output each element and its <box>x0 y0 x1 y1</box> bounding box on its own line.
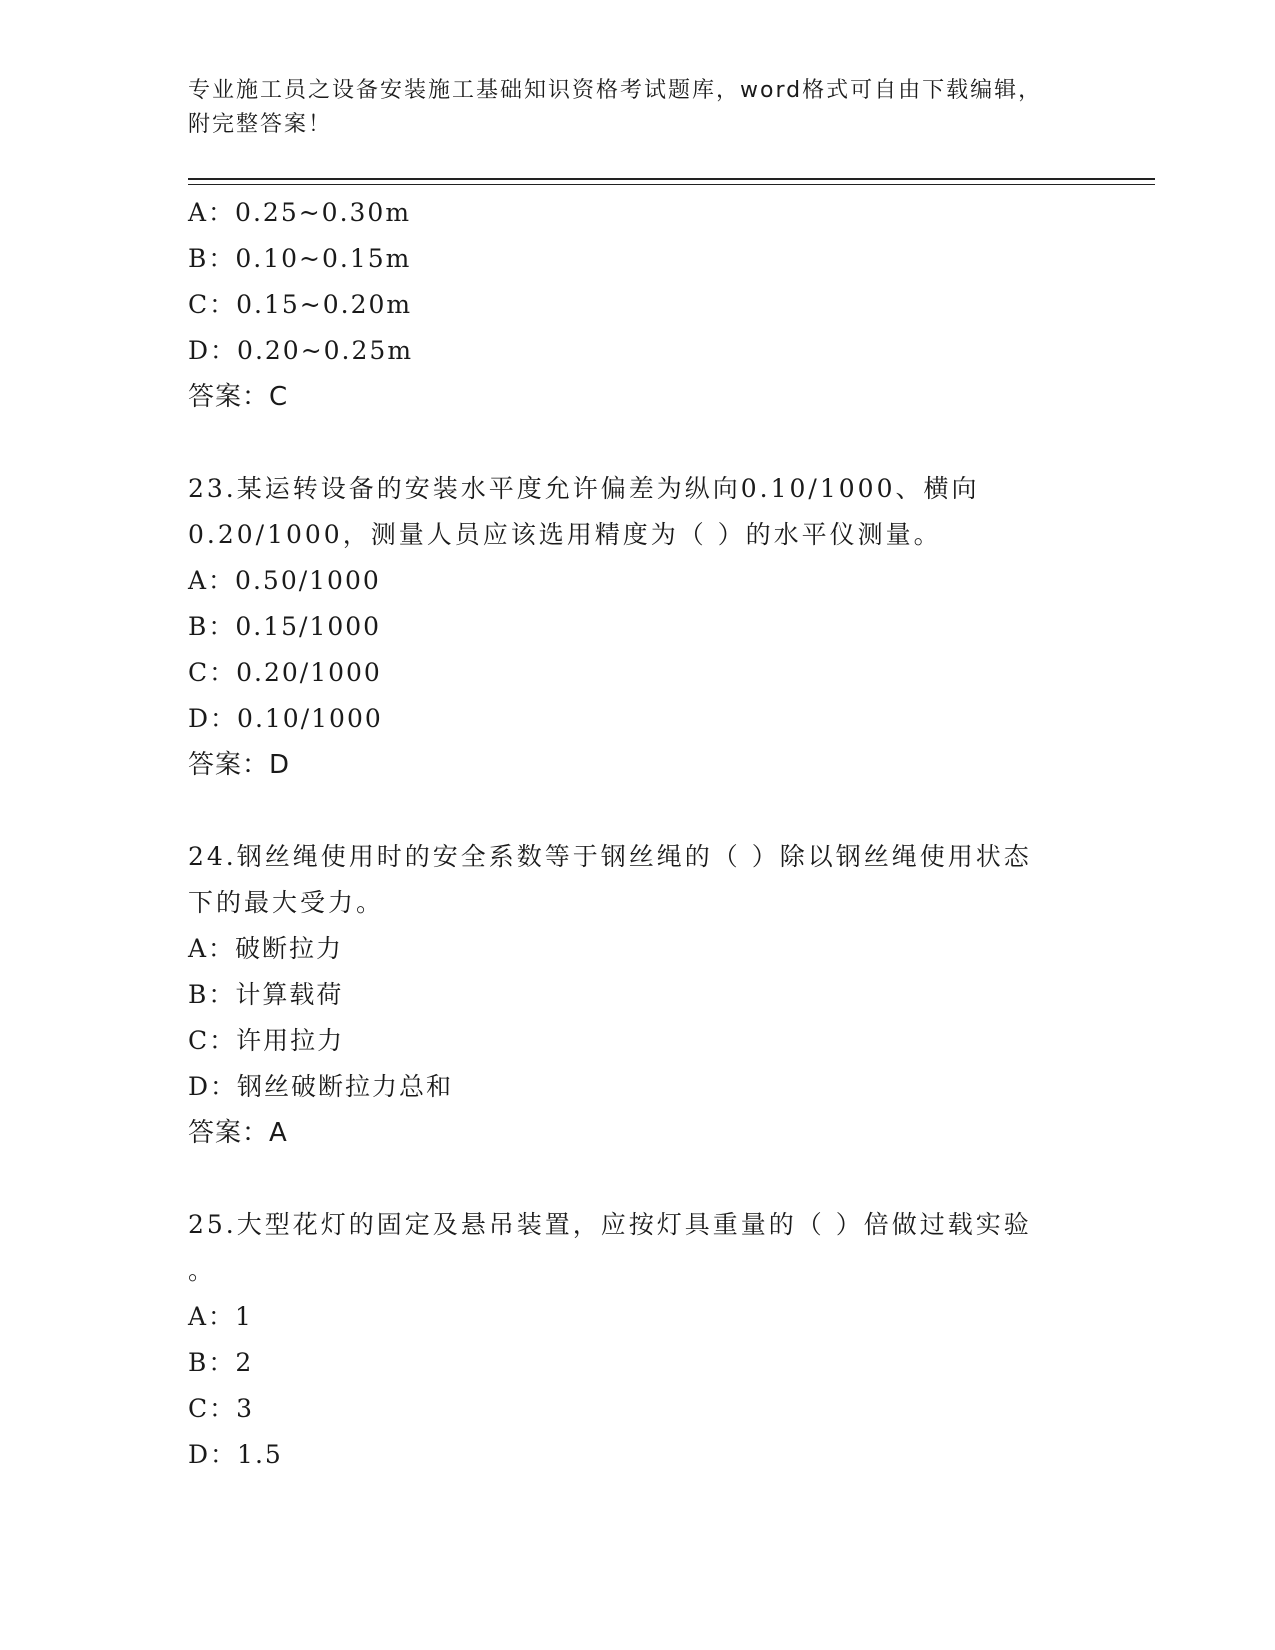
stem-line-1: 23.某运转设备的安装水平度允许偏差为纵向0.10/1000、横向 <box>188 474 980 503</box>
option-c: C：3 <box>188 1394 255 1423</box>
option-b: B：0.10~0.15m <box>188 244 412 273</box>
stem-line-1: 25.大型花灯的固定及悬吊装置，应按灯具重量的（ ）倍做过载实验 <box>188 1210 1032 1239</box>
question-stem <box>188 466 1088 558</box>
answer: 答案：C <box>188 382 289 412</box>
header-divider-thick <box>188 178 1155 180</box>
stem-line-2: 0.20/1000，测量人员应该选用精度为（ ）的水平仪测量。 <box>188 520 942 549</box>
spacer <box>188 420 1088 466</box>
header-divider-thin <box>188 184 1155 185</box>
option-a: A：0.25~0.30m <box>188 198 412 227</box>
option-c: C：许用拉力 <box>188 1026 345 1055</box>
document-header <box>188 74 1068 142</box>
option-c: C：0.20/1000 <box>188 658 382 687</box>
spacer <box>188 788 1088 834</box>
question-25 <box>188 1202 1088 1478</box>
question-stem <box>188 834 1088 926</box>
stem-line-2: 下的最大受力。 <box>188 888 385 917</box>
option-d: D：钢丝破断拉力总和 <box>188 1072 454 1101</box>
option-a: A：1 <box>188 1302 253 1331</box>
option-d: D：0.20~0.25m <box>188 336 414 365</box>
answer: 答案：A <box>188 1118 288 1148</box>
option-c: C：0.15~0.20m <box>188 290 413 319</box>
question-list <box>188 190 1088 1478</box>
option-b: B：0.15/1000 <box>188 612 382 641</box>
option-b: B：2 <box>188 1348 254 1377</box>
stem-line-2: 。 <box>188 1256 217 1285</box>
stem-line-1: 24.钢丝绳使用时的安全系数等于钢丝绳的（ ）除以钢丝绳使用状态 <box>188 842 1032 871</box>
question-23 <box>188 466 1088 788</box>
spacer <box>188 1156 1088 1202</box>
header-title-line-2: 附完整答案！ <box>188 112 333 137</box>
answer: 答案：D <box>188 750 291 780</box>
option-a: A：破断拉力 <box>188 934 344 963</box>
question-24 <box>188 834 1088 1156</box>
question-stem <box>188 1202 1088 1294</box>
option-b: B：计算载荷 <box>188 980 344 1009</box>
header-title-line-1: 专业施工员之设备安装施工基础知识资格考试题库，word格式可自由下载编辑， <box>188 78 1043 103</box>
option-d: D：0.10/1000 <box>188 704 383 733</box>
option-a: A：0.50/1000 <box>188 566 381 595</box>
option-d: D：1.5 <box>188 1440 283 1469</box>
question-22 <box>188 190 1088 420</box>
